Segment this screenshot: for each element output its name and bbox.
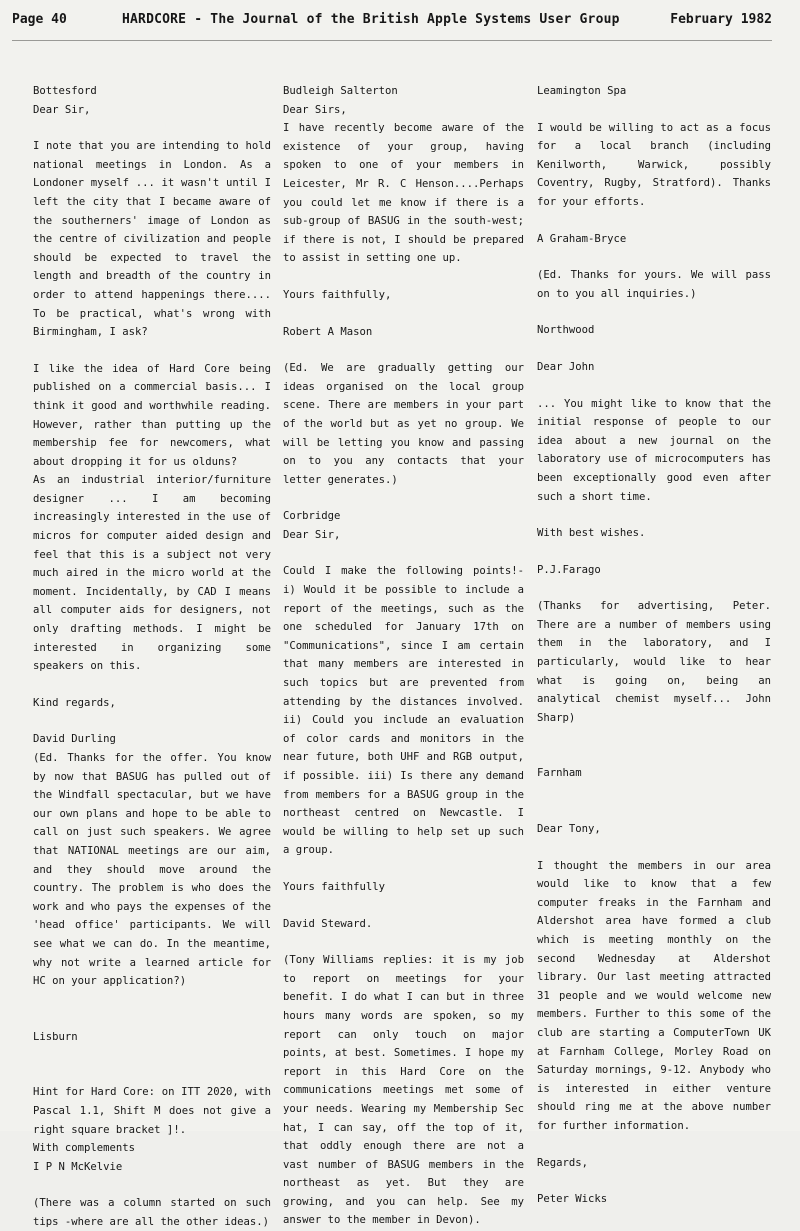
spacer — [283, 897, 524, 915]
spacer — [537, 783, 771, 820]
letter-body: I would be willing to act as a focus for a local branch (including Kenilworth, Warwick, possibly Coventry, Rugby, Stratford). Thanks for your efforts. — [537, 121, 771, 208]
editor-reply: (Ed. We are gradually getting our ideas organised on the local group scene. There are members in your part of the world but as yet no group. We will be letting you know and passing on to you any contacts that your letter generates.) — [283, 362, 524, 486]
letter-place: Leamington Spa — [537, 85, 627, 97]
letter-closing: With best wishes. — [537, 527, 646, 540]
spacer — [537, 303, 771, 321]
letter-signoff: Robert A Mason — [283, 325, 373, 338]
letter-signoff: Peter Wicks — [537, 1193, 608, 1206]
editor-reply: (Ed. Thanks for the offer. You know by now that BASUG has pulled out of the Windfall spectacular, but we have our own plans and hope to be able to call on just such speakers. We agree that NATIONAL meetings are our aim, and they should move around the country. The problem is who does the work and who pays the expenses of the 'head office' participants. We will see what we can do. In the meantime, why not write a learned article for HC on your application?) — [33, 752, 271, 988]
letter-closing: Yours faithfully — [283, 880, 386, 893]
letter-place: Corbridge — [283, 510, 341, 523]
editor-reply: (Tony Williams replies: it is my job to report on meetings for your benefit. I do what I can but in three hours many words are spoken, so my report can only touch on major points, at best. Sometimes. I hope my report in this Hard Core on the communications meetings met some of your needs. Wearing my Membership Sec hat, I can say, off the top of it, that oddly enough there are not a vast number of BASUG members in the northeast as yet. But they are growing, and you can help. See my answer to the member in Devon). — [283, 954, 524, 1227]
spacer — [283, 341, 524, 359]
letter-closing: Regards, — [537, 1156, 589, 1169]
letter-signoff: P.J.Farago — [537, 563, 601, 576]
letter-salutation: Dear Sir, — [283, 528, 341, 541]
spacer — [33, 1176, 271, 1194]
spacer — [33, 712, 271, 730]
spacer — [537, 839, 771, 857]
issue-date: February 1982 — [670, 12, 772, 27]
spacer — [283, 860, 524, 878]
spacer — [283, 489, 524, 507]
spacer — [537, 543, 771, 561]
letter-place: Lisburn — [33, 1030, 78, 1043]
letter-closing: Kind regards, — [33, 696, 116, 709]
editor-reply: (Thanks for advertising, Peter. There are a number of members using them in the laboratory, and I particularly, would like to hear what is going on, being an analytical chemist myself... John Sharp) — [537, 600, 771, 724]
spacer — [283, 544, 524, 562]
letter-signoff: David Durling — [33, 733, 116, 746]
spacer — [283, 933, 524, 951]
editor-reply: (There was a column started on such tips -where are all the other ideas.) — [33, 1197, 271, 1228]
letter-place: Bottesford — [33, 85, 97, 97]
letter-body: ... You might like to know that the initial response of people to our idea about a new journal on the laboratory use of microcomputers has been exceptionally good even after such a short time. — [537, 397, 771, 503]
letter-body: Hint for Hard Core: on ITT 2020, with Pascal 1.1, Shift M does not give a right square bracket ]!. With complements I P N McKelvie — [33, 1086, 271, 1173]
spacer — [537, 727, 771, 764]
editor-reply: (Ed. Thanks for yours. We will pass on to you all inquiries.) — [537, 269, 771, 300]
spacer — [537, 212, 771, 230]
column-middle — [283, 82, 524, 1230]
letter-body: I have recently become aware of the existence of your group, having spoken to one of your members in Leicester, Mr R. C Henson....Perhaps you could let me know if there is a sub-group of BASUG in the south-west; if there is not, I should be prepared to assist in setting one up. — [283, 122, 524, 265]
letter-place: Budleigh Salterton — [283, 85, 398, 97]
spacer — [283, 305, 524, 323]
header-rule — [12, 40, 772, 41]
letter-body: Could I make the following points!- i) Would it be possible to include a report of the meetings, such as the one scheduled for January 17th on "Communications", since I am certain that many members are interested in such topics but are prevented from attending by the distances involved. ii) Could you include an evaluation of color cards and monitors in the near future, both UHF and RGB output, if possible. iii) Is there any demand from members for a BASUG group in the northeast centred on Newcastle. I would be willing to help set up such a group. — [283, 565, 524, 857]
letter-salutation: Dear Sirs, — [283, 103, 347, 116]
spacer — [33, 676, 271, 694]
spacer — [537, 340, 771, 358]
letter-salutation: Dear John — [537, 360, 595, 373]
letter-body: I thought the members in our area would like to know that a few computer freaks in the Farnham and Aldershot area have formed a club which is meeting monthly on the second Wednesday at Aldershot library. Our last meeting attracted 31 people and we would welcome new members. Further to this some of the club are starting a ComputerTown UK at Farnham College, Morley Road on Saturday mornings, 9-12. Anybody who is interested in either venture should ring me at the above number for further information. — [537, 859, 771, 1132]
letter-place: Northwood — [537, 324, 595, 337]
letter-signoff: David Steward. — [283, 917, 373, 930]
column-right — [537, 82, 771, 1209]
spacer — [537, 1136, 771, 1154]
journal-title: HARDCORE - The Journal of the British Apple Systems User Group — [122, 12, 620, 27]
spacer — [283, 268, 524, 286]
letter-closing: Yours faithfully, — [283, 288, 392, 301]
spacer — [537, 506, 771, 524]
letter-body: I like the idea of Hard Core being published on a commercial basis... I think it good and worthwhile reading. However, rather than putting up the membership fee for newcomers, what about dropping it for us olduns? As an industrial interior/furniture designer ... I am becoming increasingly interested in the use of micros for computer aided design and feel that this is a subject not very much aired in the micro world at the moment. Incidentally, by CAD I means all computer aids for designers, not only drafting methods. I might be interested in organizing some speakers on this. — [33, 362, 271, 673]
page-header — [12, 12, 772, 34]
spacer — [537, 579, 771, 597]
spacer — [537, 248, 771, 266]
page-number: Page 40 — [12, 12, 67, 27]
spacer — [537, 377, 771, 395]
spacer — [33, 991, 271, 1028]
spacer — [537, 1172, 771, 1190]
letter-signoff: A Graham-Bryce — [537, 232, 627, 245]
letter-place: Farnham — [537, 767, 582, 780]
spacer — [33, 1046, 271, 1083]
letter-salutation: Dear Sir, — [33, 103, 91, 116]
letter-salutation: Dear Tony, — [537, 823, 601, 836]
spacer — [537, 101, 771, 119]
column-left — [33, 82, 271, 1231]
letter-body: I note that you are intending to hold national meetings in London. As a Londoner myself ... it wasn't until I left the city that I became aware of the southerners' image of London as the centre of civilization and people should be expected to travel the length and breadth of the country in order to attend happenings there.... To be practical, what's wrong with Birmingham, I ask? — [33, 140, 271, 339]
spacer — [33, 342, 271, 360]
spacer — [33, 119, 271, 137]
